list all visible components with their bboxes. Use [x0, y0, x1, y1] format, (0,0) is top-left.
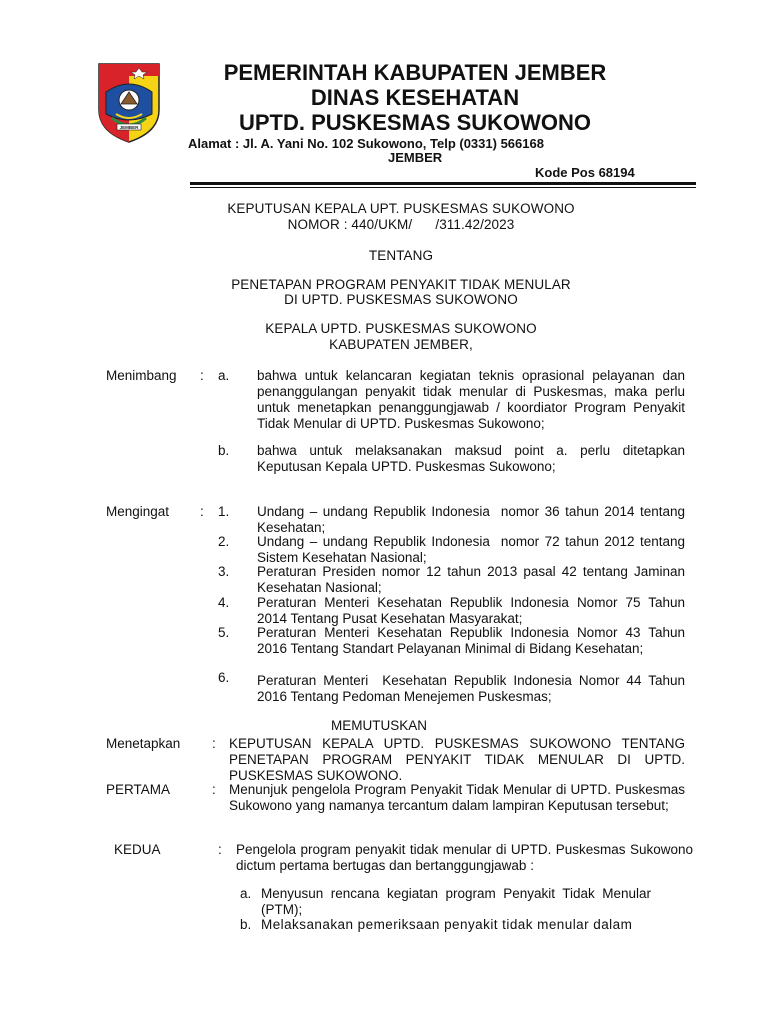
menetapkan-text: KEPUTUSAN KEPALA UPTD. PUSKESMAS SUKOWONO TENTANG PENETAPAN PROGRAM PENYAKIT TIDAK MENULAR DI UPTD. PUSKESMAS SUKOWONO.	[229, 736, 685, 783]
decree-number: NOMOR : 440/UKM/ /311.42/2023	[287, 217, 515, 232]
logo-text: JEMBER	[119, 125, 139, 130]
decree-about: TENTANG	[368, 248, 434, 263]
kedua-item-a: Menyusun rencana kegiatan program Penyakit Tidak Menular (PTM);	[261, 886, 651, 917]
mengingat-colon: :	[200, 504, 204, 519]
menimbang-label: Menimbang	[106, 368, 177, 383]
header-rule-thin	[190, 187, 696, 188]
mengingat-item-3: Peraturan Presiden nomor 12 tahun 2013 pasal 42 tentang Jaminan Kesehatan Nasional;	[257, 564, 685, 595]
decree-subject-line1: PENETAPAN PROGRAM PENYAKIT TIDAK MENULAR	[231, 277, 571, 292]
memutuskan-heading: MEMUTUSKAN	[331, 718, 428, 733]
menimbang-marker-a: a.	[218, 368, 230, 383]
header-institution: UPTD. PUSKESMAS SUKOWONO	[238, 110, 592, 135]
mengingat-marker-1: 1.	[218, 504, 230, 519]
pertama-text: Menunjuk pengelola Program Penyakit Tidak Menular di UPTD. Puskesmas Sukowono yang namanya tercantum dalam lampiran Keputusan tersebut;	[229, 782, 685, 813]
kedua-marker-b: b.	[240, 917, 252, 932]
menetapkan-label: Menetapkan	[106, 736, 181, 751]
header-city: JEMBER	[388, 150, 443, 165]
kedua-text: Pengelola program penyakit tidak menular di UPTD. Puskesmas Sukowono dictum pertama bertugas dan bertanggungjawab :	[236, 842, 693, 873]
header-postal-code: Kode Pos 68194	[535, 165, 635, 180]
official-line2: KABUPATEN JEMBER,	[329, 337, 473, 352]
mengingat-item-5: Peraturan Menteri Kesehatan Republik Indonesia Nomor 43 Tahun 2016 Tentang Standart Pelayanan Minimal di Bidang Kesehatan;	[257, 625, 685, 656]
header-address: Alamat : Jl. A. Yani No. 102 Sukowono, Telp (0331) 566168	[188, 136, 544, 151]
mengingat-marker-6: 6.	[218, 670, 230, 685]
kedua-item-b: Melaksanakan pemeriksaan penyakit tidak menular dalam	[261, 917, 633, 932]
menimbang-item-a: bahwa untuk kelancaran kegiatan teknis oprasional pelayanan dan penanggulangan penyakit tidak menular di Puskesmas, maka perlu untuk menetapkan penanggungjawab / koordiator Program Penyakit Tidak Menular di UPTD. Puskesmas Sukowono;	[257, 368, 685, 431]
kedua-colon: :	[218, 842, 222, 857]
mengingat-marker-2: 2.	[218, 534, 230, 549]
header-government: PEMERINTAH KABUPATEN JEMBER	[223, 60, 607, 85]
pertama-colon: :	[212, 782, 216, 797]
mengingat-label: Mengingat	[106, 504, 170, 519]
menetapkan-colon: :	[212, 736, 216, 751]
decree-subject-line2: DI UPTD. PUSKESMAS SUKOWONO	[284, 292, 518, 307]
official-line1: KEPALA UPTD. PUSKESMAS SUKOWONO	[265, 321, 537, 336]
kedua-marker-a: a.	[240, 886, 252, 901]
mengingat-marker-5: 5.	[218, 625, 230, 640]
mengingat-marker-4: 4.	[218, 595, 230, 610]
header-department: DINAS KESEHATAN	[310, 85, 520, 110]
pertama-label: PERTAMA	[106, 782, 171, 797]
menimbang-item-b: bahwa untuk melaksanakan maksud point a. perlu ditetapkan Keputusan Kepala UPTD. Puskesmas Sukowono;	[257, 443, 685, 474]
menimbang-marker-b: b.	[218, 443, 230, 458]
mengingat-item-2: Undang – undang Republik Indonesia nomor 72 tahun 2012 tentang Sistem Kesehatan Nasional;	[257, 534, 689, 565]
mengingat-item-4: Peraturan Menteri Kesehatan Republik Indonesia Nomor 75 Tahun 2014 Tentang Pusat Kesehatan Masyarakat;	[257, 595, 685, 626]
decree-title: KEPUTUSAN KEPALA UPT. PUSKESMAS SUKOWONO	[227, 201, 575, 216]
mengingat-marker-3: 3.	[218, 564, 230, 579]
kedua-label: KEDUA	[114, 842, 161, 857]
mengingat-item-1: Undang – undang Republik Indonesia nomor 36 tahun 2014 tentang Kesehatan;	[257, 504, 689, 535]
header-rule-thick	[190, 182, 696, 185]
menimbang-colon: :	[200, 368, 204, 383]
mengingat-item-6: Peraturan Menteri Kesehatan Republik Indonesia Nomor 44 Tahun 2016 Tentang Pedoman Menejemen Puskesmas;	[257, 673, 689, 704]
